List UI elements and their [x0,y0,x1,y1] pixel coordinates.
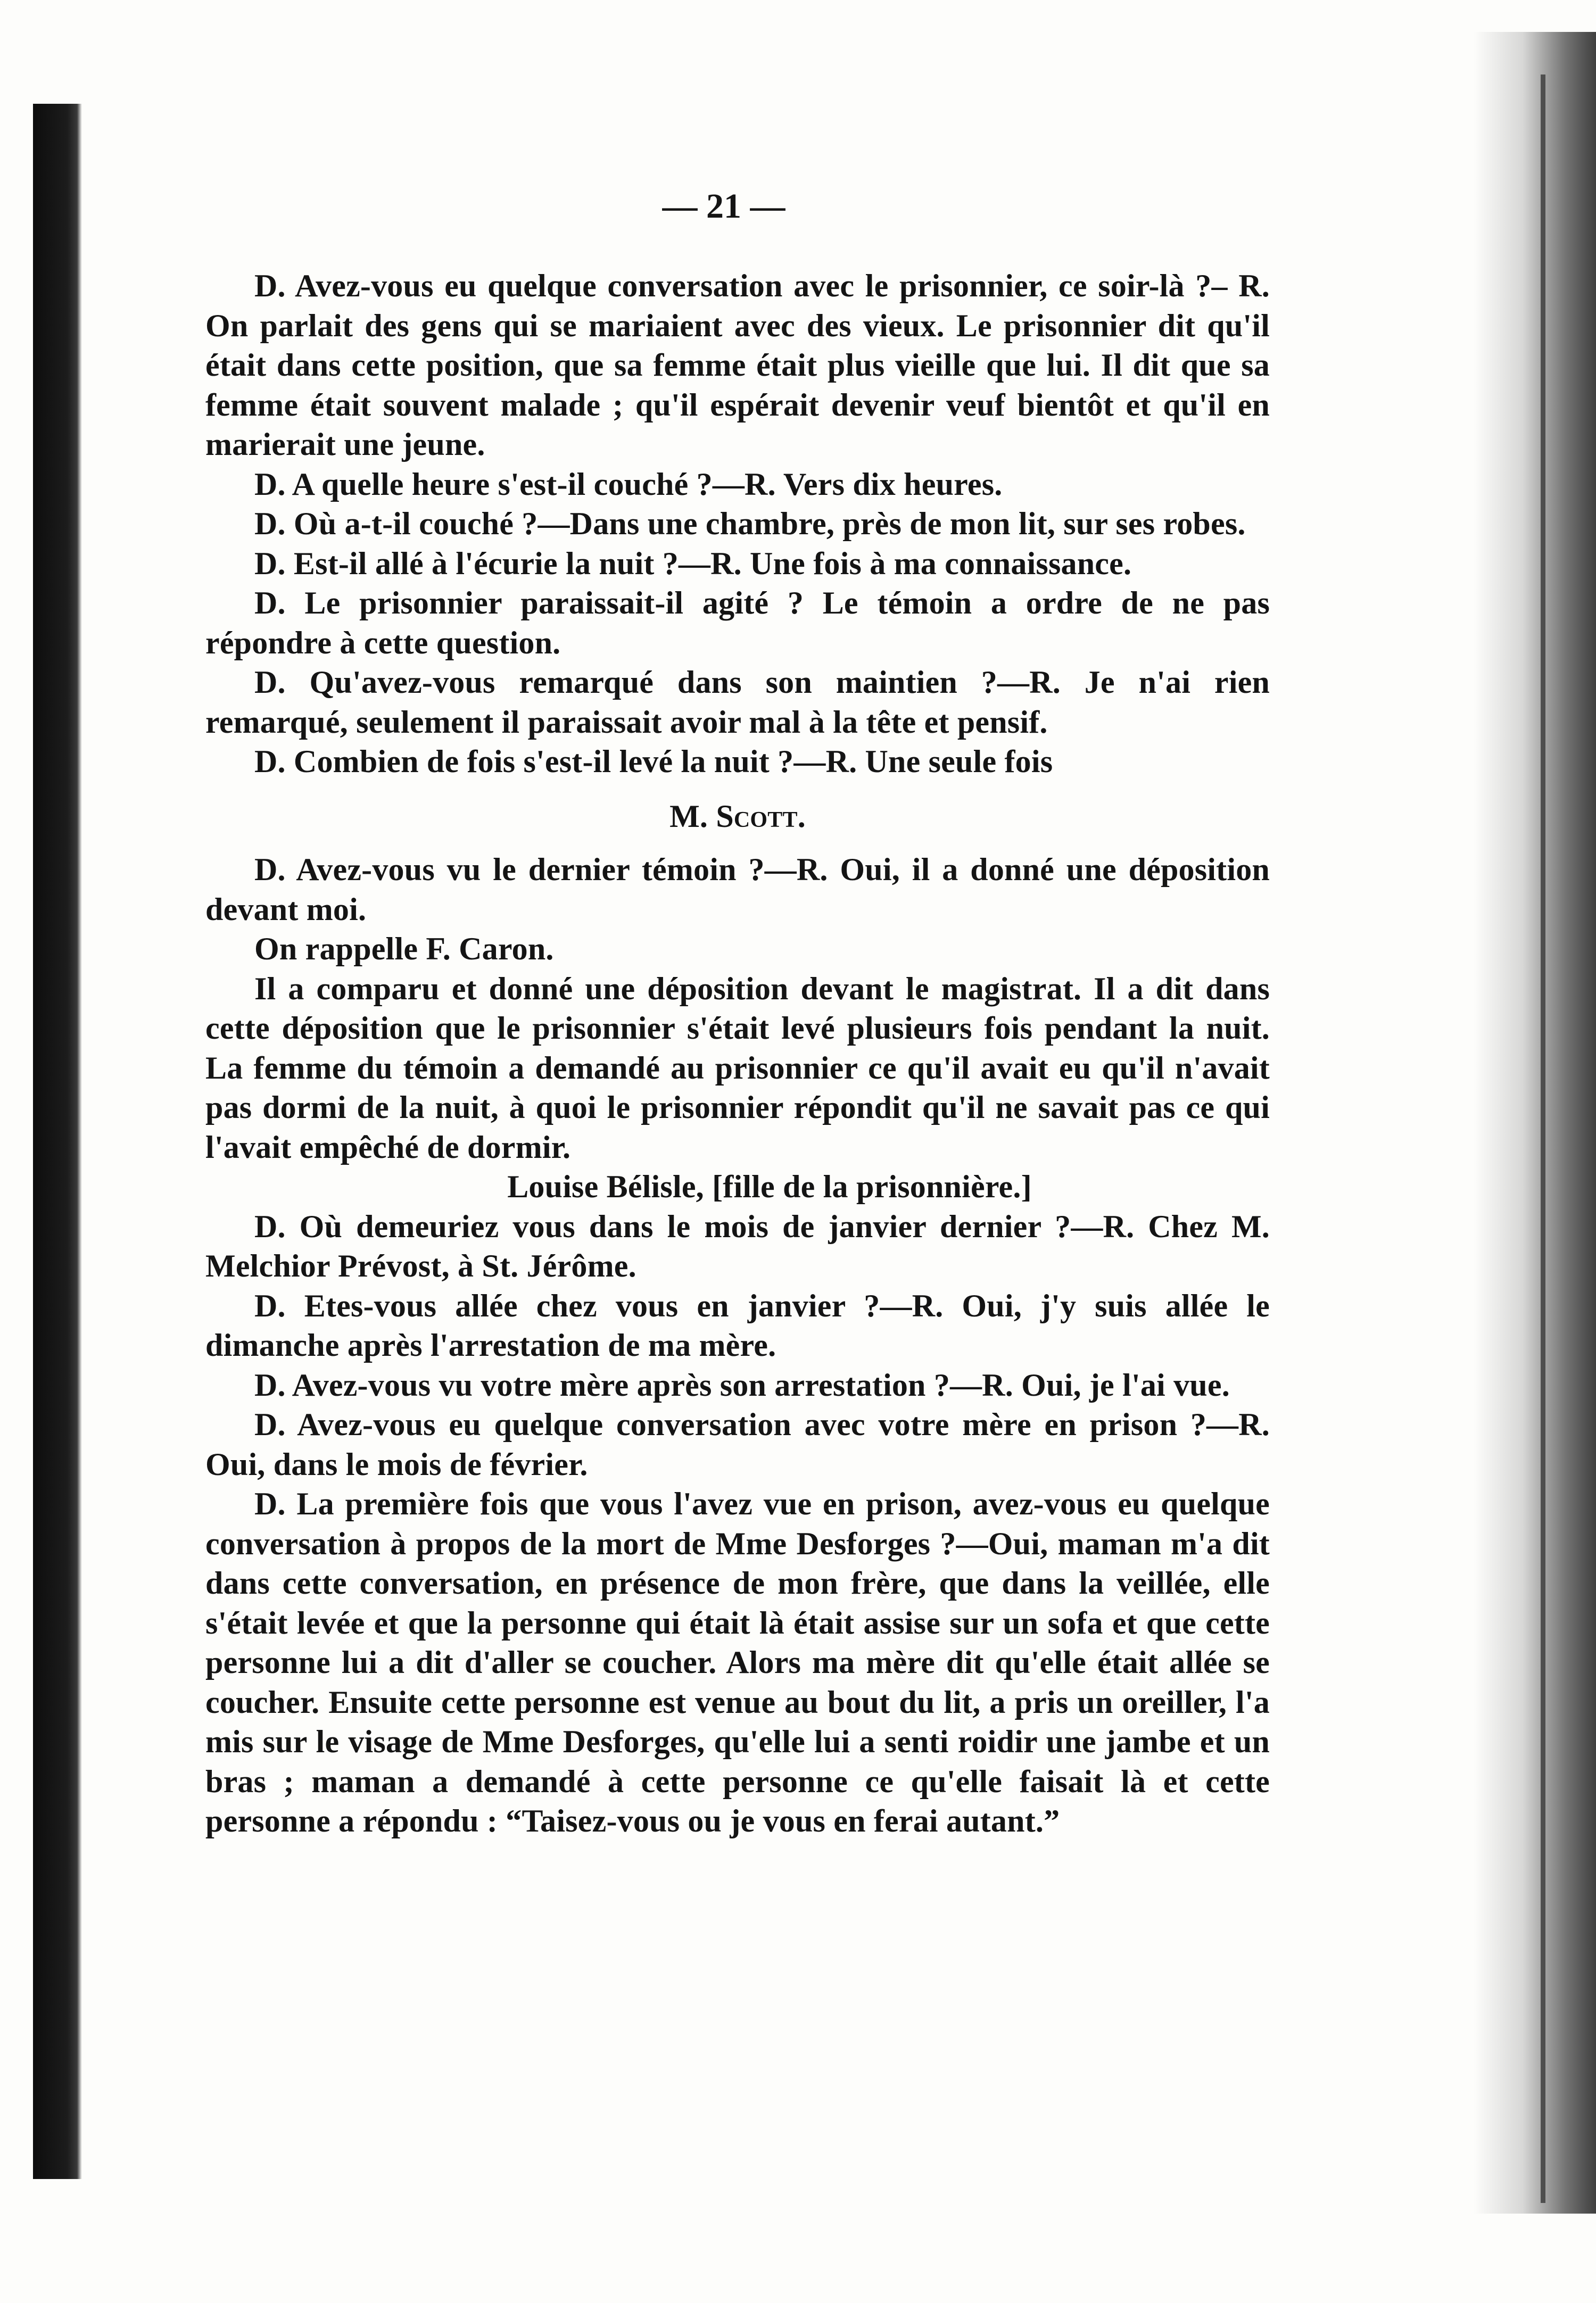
binding-shadow-left [33,104,82,2179]
paragraph-1: D. Avez-vous eu quelque conversation avec le prisonnier, ce soir-là ?– R. On parlait des gens qui se mariaient avec des vieux. Le prisonnier dit qu'il était dans cette position, que sa femme était plus vieille que lui. Il dit que sa femme était souvent malade ; qu'il espérait devenir veuf bientôt et qu'il en marierait une jeune. [205,268,1270,462]
paragraph-12: D. Où demeuriez vous dans le mois de janvier dernier ?—R. Chez M. Melchior Prévost, à St. Jérôme. [205,1208,1270,1283]
page-edge-shadow-right [1474,32,1596,2214]
paragraph-3: D. Où a-t-il couché ?—Dans une chambre, près de mon lit, sur ses robes. [254,506,1246,541]
paragraph-8: D. Avez-vous vu le dernier témoin ?—R. Oui, il a donné une déposition devant moi. [205,852,1270,927]
paragraph-6: D. Qu'avez-vous remarqué dans son maintien ?—R. Je n'ai rien remarqué, seulement il paraissait avoir mal à la tête et pensif. [205,665,1270,740]
paragraph-14: D. Avez-vous vu votre mère après son arrestation ?—R. Oui, je l'ai vue. [254,1367,1230,1403]
section-heading [205,797,1270,836]
heading-name: Scott. [716,798,806,834]
body-text [205,266,1270,1841]
paragraph-2: D. A quelle heure s'est-il couché ?—R. Vers dix heures. [254,466,1003,502]
paragraph-13: D. Etes-vous allée chez vous en janvier ?—R. Oui, j'y suis allée le dimanche après l'arrestation de ma mère. [205,1288,1270,1363]
paragraph-4: D. Est-il allé à l'écurie la nuit ?—R. Une fois à ma connaissance. [254,545,1132,581]
paragraph-10: Il a comparu et donné une déposition devant le magistrat. Il a dit dans cette déposition que le prisonnier s'était levé plusieurs fois pendant la nuit. La femme du témoin a demandé au prisonnier ce qu'il avait eu qu'il n'avait pas dormi de la nuit, à quoi le prisonnier répondit qu'il ne savait pas ce qui l'avait empêché de dormir. [205,971,1270,1165]
paragraph-5: D. Le prisonnier paraissait-il agité ? Le témoin a ordre de ne pas répondre à cette question. [205,585,1270,660]
paragraph-16: D. La première fois que vous l'avez vue en prison, avez-vous eu quelque conversation à propos de la mort de Mme Desforges ?—Oui, maman m'a dit dans cette conversation, en présence de mon frère, que dans la veillée, elle s'était levée et que la personne qui était là était assise sur un sofa et que cette personne lui a dit d'aller se coucher. Alors ma mère dit qu'elle était allée se coucher. Ensuite cette personne est venue au bout du lit, a pris un oreiller, l'a mis sur le visage de Mme Desforges, qu'elle lui a senti roidir une jambe et un bras ; maman a demandé à cette personne ce qu'elle faisait là et cette personne a répondu : “Taisez-vous ou je vous en ferai autant.” [205,1486,1270,1838]
paragraph-7: D. Combien de fois s'est-il levé la nuit ?—R. Une seule fois [254,744,1053,779]
heading-prefix: M. [669,798,708,834]
paragraph-15: D. Avez-vous eu quelque conversation avec votre mère en prison ?—R. Oui, dans le mois de février. [205,1407,1270,1482]
page-edge-line-right [1541,74,1545,2203]
witness-name: Louise Bélisle, [fille de la prisonnière.] [507,1169,1032,1204]
page-number: — 21 — [662,187,785,226]
paragraph-9: On rappelle F. Caron. [254,931,554,966]
